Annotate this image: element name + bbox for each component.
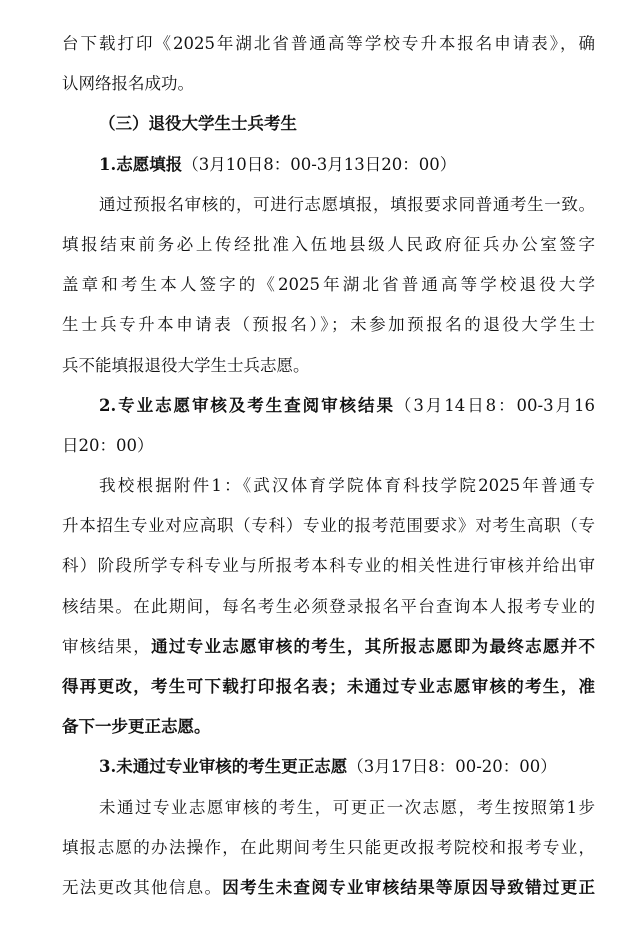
text-line xyxy=(62,346,595,386)
body-text: 日20：00） xyxy=(62,435,154,455)
bold-text: 2.专业志愿审核及考生查阅审核结果 xyxy=(99,395,395,415)
text-line xyxy=(62,868,595,908)
body-text: 升本招生专业对应高职（专科）专业的报考范围要求》对考生高职（专 xyxy=(62,516,595,536)
bold-text: （三）退役大学生士兵考生 xyxy=(99,114,297,134)
text-line xyxy=(62,828,595,868)
body-text: 我校根据附件1：《武汉体育学院体育科技学院2025年普通专 xyxy=(99,476,595,496)
text-line xyxy=(62,185,595,225)
body-text: 盖章和考生本人签字的《2025年湖北省普通高等学校退役大学 xyxy=(62,275,595,295)
text-line xyxy=(62,305,595,345)
bold-text: 得再更改，考生可下载打印报名表；未通过专业志愿审核的考生，准 xyxy=(62,677,595,696)
text-line xyxy=(62,64,595,104)
text-line xyxy=(62,466,595,506)
body-text: 认网络报名成功。 xyxy=(62,74,194,94)
bold-text: 备下一步更正志愿。 xyxy=(62,717,211,737)
bold-text: 3.未通过专业审核的考生更正志愿 xyxy=(99,757,348,777)
body-text: （3月10日8：00-3月13日20：00） xyxy=(182,154,457,174)
body-text: 填报志愿的办法操作，在此期间考生只能更改报考院校和报考专业， xyxy=(62,837,595,857)
body-text: 台下载打印《2025年湖北省普通高等学校专升本报名申请表》，确 xyxy=(62,34,595,53)
body-text: 科）阶段所学专科专业与所报考本科专业的相关性进行审核并给出审 xyxy=(62,556,595,576)
bold-text: 1.志愿填报 xyxy=(99,154,183,174)
text-line xyxy=(62,24,595,64)
text-line xyxy=(62,265,595,305)
body-text: 通过预报名审核的，可进行志愿填报，填报要求同普通考生一致。 xyxy=(99,194,595,214)
body-text: 无法更改其他信息。 xyxy=(62,877,223,897)
text-line xyxy=(62,506,595,546)
text-line xyxy=(62,145,595,185)
bold-text: 通过专业志愿审核的考生，其所报志愿即为最终志愿并不 xyxy=(151,636,596,656)
text-line xyxy=(62,627,595,667)
bold-text: 因考生未查阅专业审核结果等原因导致错过更正 xyxy=(222,877,596,897)
body-text: 未通过专业志愿审核的考生，可更正一次志愿，考生按照第1步 xyxy=(99,797,595,817)
body-text: 兵不能填报退役大学生士兵志愿。 xyxy=(62,355,310,375)
body-text: 填报结束前务必上传经批准入伍地县级人民政府征兵办公室签字 xyxy=(62,234,595,254)
text-line xyxy=(62,747,595,787)
text-line xyxy=(62,546,595,586)
body-text: 核结果。在此期间，每名考生必须登录报名平台查询本人报考专业的 xyxy=(62,596,595,616)
body-text: （3月14日8：00-3月16 xyxy=(394,395,595,415)
body-text: 生士兵专升本申请表（预报名）》；未参加预报名的退役大学生士 xyxy=(62,315,595,335)
text-line xyxy=(62,788,595,828)
text-line xyxy=(62,667,595,707)
document-page xyxy=(62,24,595,908)
text-line xyxy=(62,426,595,466)
body-text: （3月17日8：00-20：00） xyxy=(347,757,557,777)
text-line xyxy=(62,587,595,627)
text-line xyxy=(62,225,595,265)
body-text: 审核结果， xyxy=(62,636,152,656)
text-line xyxy=(62,707,595,747)
text-line xyxy=(62,104,595,144)
text-line xyxy=(62,386,595,426)
